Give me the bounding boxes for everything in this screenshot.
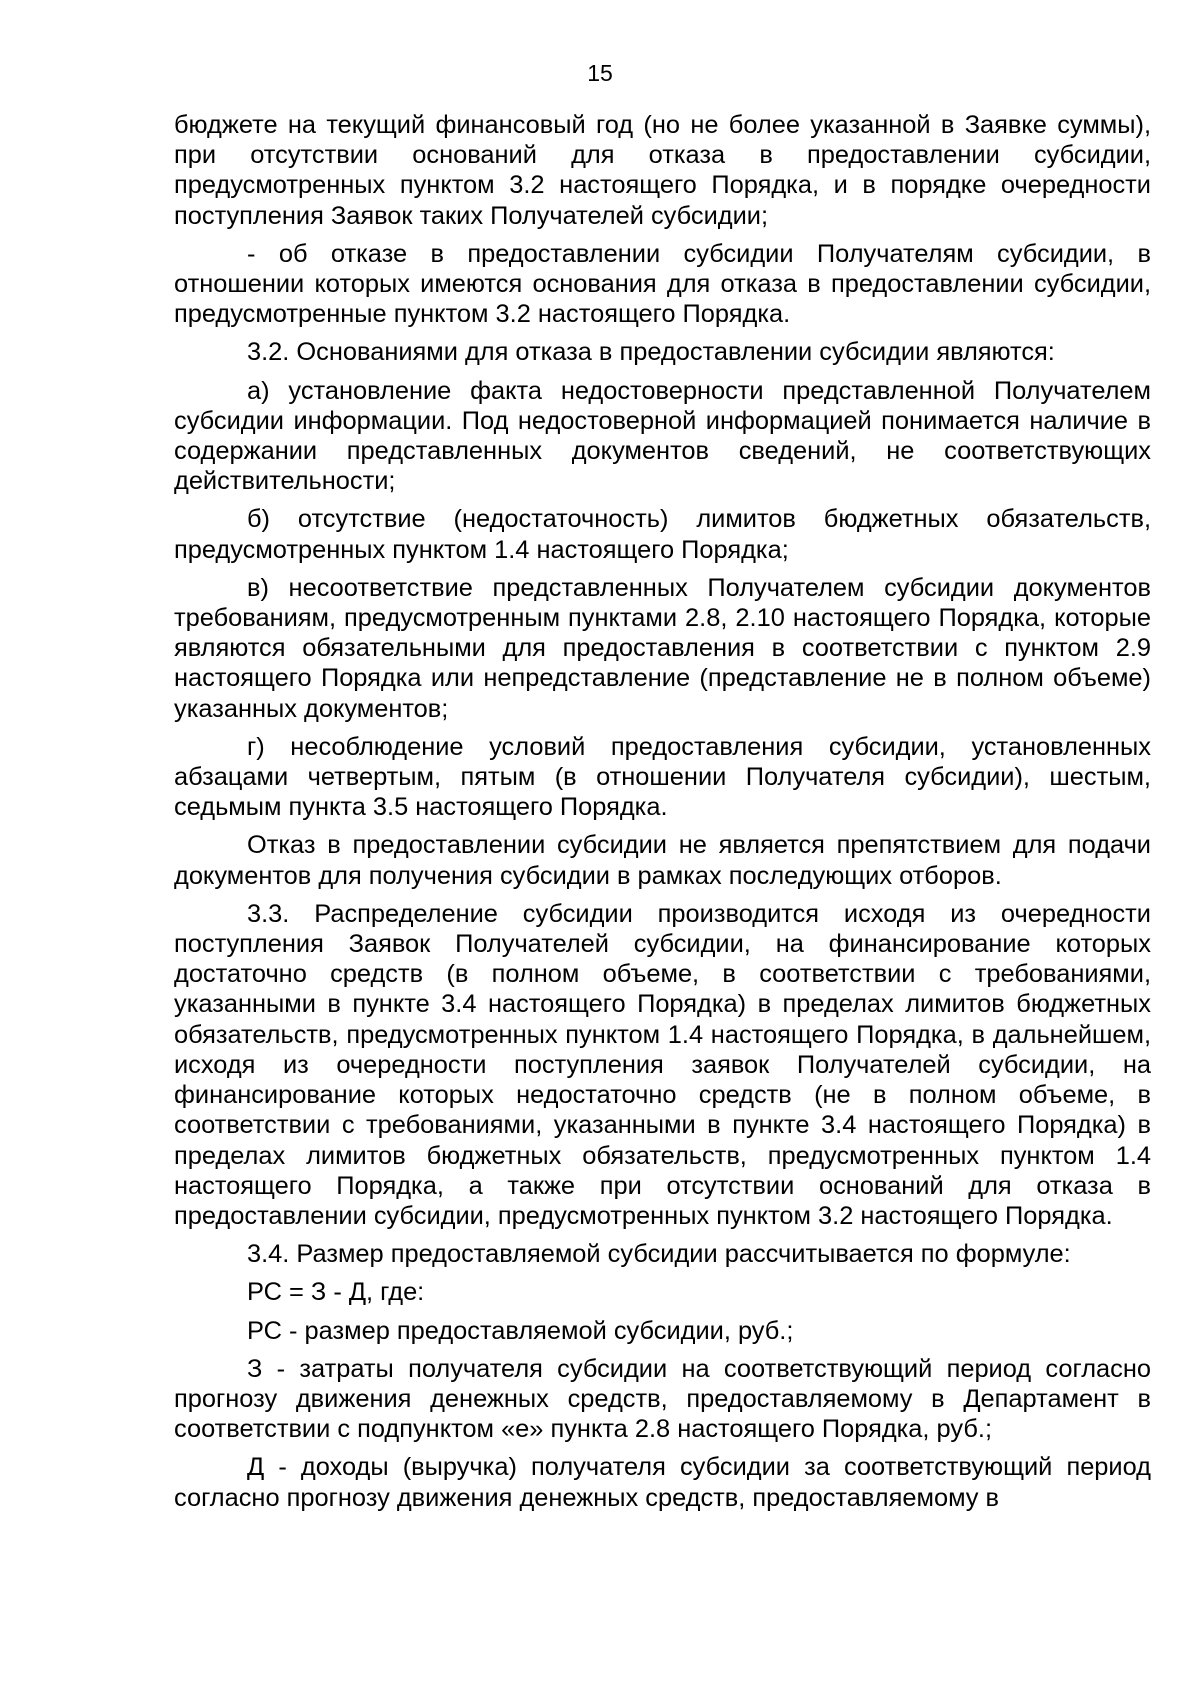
formula-definition-rs: РС - размер предоставляемой субсидии, руб.;	[247, 1316, 794, 1345]
paragraph-clause-3-2: 3.2. Основаниями для отказа в предоставлении субсидии являются:	[247, 338, 1055, 367]
paragraph-clause-3-4: 3.4. Размер предоставляемой субсидии рассчитывается по формуле:	[247, 1240, 1071, 1269]
formula-definition-d: Д - доходы (выручка) получателя субсидии за соответствующий период согласно прогнозу движения денежных средств, предоставляемому в	[174, 1453, 1151, 1512]
page-number: 15	[587, 60, 613, 86]
document-body	[174, 110, 1151, 1521]
paragraph-item-b: б) отсутствие (недостаточность) лимитов бюджетных обязательств, предусмотренных пунктом 1.4 настоящего Порядка;	[174, 505, 1151, 564]
paragraph-item-v: в) несоответствие представленных Получателем субсидии документов требованиям, предусмотренным пунктами 2.8, 2.10 настоящего Порядка, которые являются обязательными для предоставления в соответствии с пунктом 2.9 настоящего Порядка или непредставление (представление не в полном объеме) указанных документов;	[174, 573, 1151, 723]
paragraph-refusal-decision: - об отказе в предоставлении субсидии Получателям субсидии, в отношении которых имеются основания для отказа в предоставлении субсидии, предусмотренные пунктом 3.2 настоящего Порядка.	[174, 239, 1151, 329]
paragraph-item-g: г) несоблюдение условий предоставления субсидии, установленных абзацами четвертым, пятым (в отношении Получателя субсидии), шестым, седьмым пункта 3.5 настоящего Порядка.	[174, 732, 1151, 822]
paragraph-clause-3-3: 3.3. Распределение субсидии производится исходя из очередности поступления Заявок Получателей субсидии, на финансирование которых достаточно средств (в полном объеме, в соответствии с требованиями, указанными в пункте 3.4 настоящего Порядка) в пределах лимитов бюджетных обязательств, предусмотренных пунктом 1.4 настоящего Порядка, в дальнейшем, исходя из очередности поступления заявок Получателей субсидии, на финансирование которых недостаточно средств (не в полном объеме, в соответствии с требованиями, указанными в пункте 3.4 настоящего Порядка) в пределах лимитов бюджетных обязательств, предусмотренных пунктом 1.4 настоящего Порядка, а также при отсутствии оснований для отказа в предоставлении субсидии, предусмотренных пунктом 3.2 настоящего Порядка.	[174, 899, 1151, 1230]
formula: РС = З - Д, где:	[247, 1278, 425, 1307]
formula-definition-z: З - затраты получателя субсидии на соответствующий период согласно прогнозу движения денежных средств, предоставляемому в Департамент в соответствии с подпунктом «е» пункта 2.8 настоящего Порядка, руб.;	[174, 1354, 1151, 1444]
paragraph-refusal-note: Отказ в предоставлении субсидии не является препятствием для подачи документов для получения субсидии в рамках последующих отборов.	[174, 831, 1151, 890]
paragraph-continuation: бюджете на текущий финансовый год (но не более указанной в Заявке суммы), при отсутствии оснований для отказа в предоставлении субсидии, предусмотренных пунктом 3.2 настоящего Порядка, и в порядке очередности поступления Заявок таких Получателей субсидии;	[174, 111, 1151, 230]
paragraph-item-a: а) установление факта недостоверности представленной Получателем субсидии информации. Под недостоверной информацией понимается наличие в содержании представленных документов сведений, не соответствующих действительности;	[174, 376, 1151, 496]
